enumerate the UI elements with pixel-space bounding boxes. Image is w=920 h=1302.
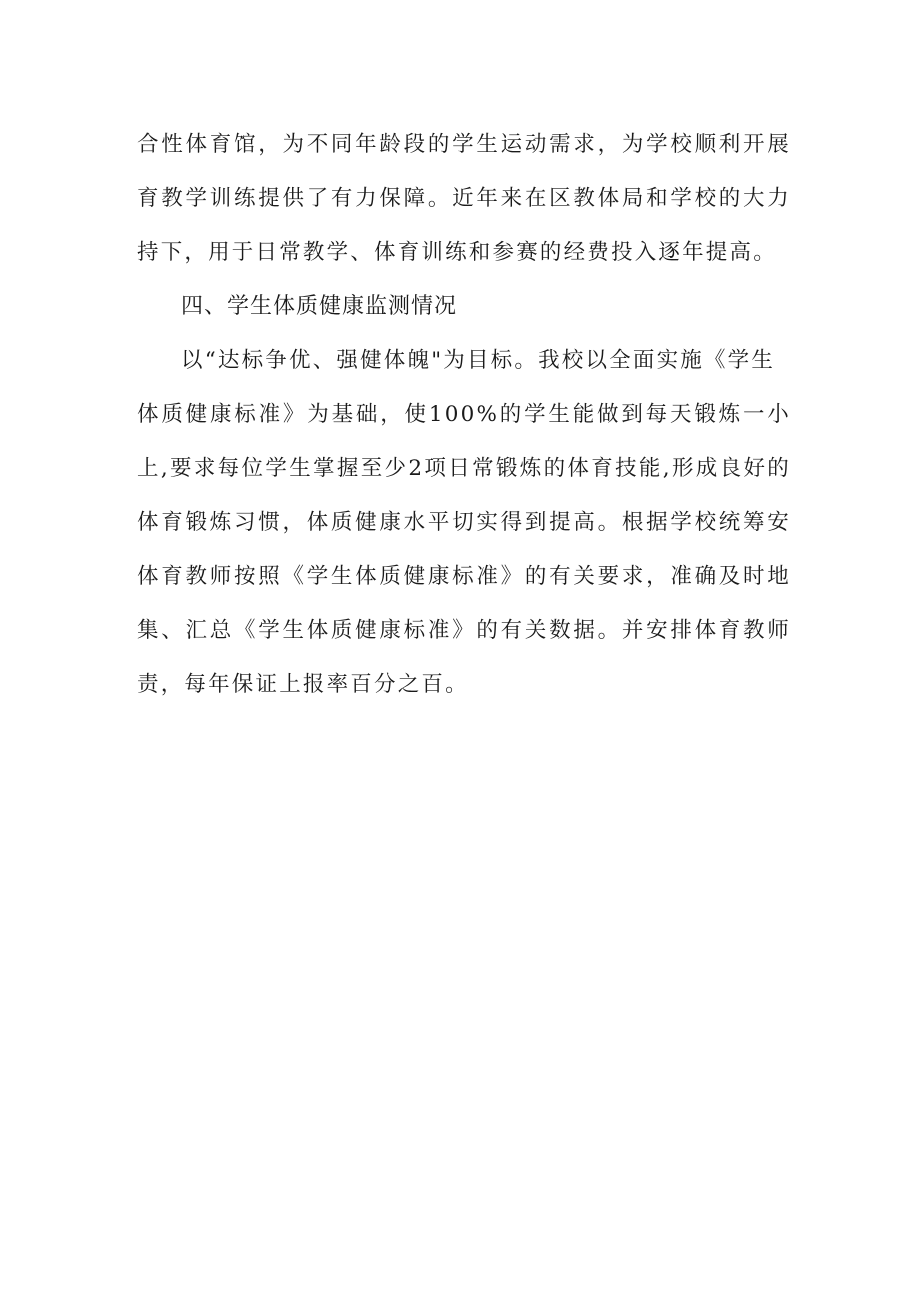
paragraph-line: 育教学训练提供了有力保障。近年来在区教体局和学校的大力 bbox=[137, 186, 791, 211]
paragraph-health-monitoring bbox=[137, 334, 791, 712]
paragraph-sports-facilities bbox=[137, 118, 791, 280]
paragraph-line: 以“达标争优、强健体魄"为目标。我校以全面实施《学生 bbox=[181, 348, 776, 373]
section-heading: 四、学生体质健康监测情况 bbox=[181, 294, 458, 319]
paragraph-line: 持下，用于日常教学、体育训练和参赛的经费投入逐年提高。 bbox=[137, 240, 777, 265]
paragraph-line: 体育锻炼习惯，体质健康水平切实得到提高。根据学校统筹安 bbox=[137, 510, 791, 535]
document-body bbox=[137, 118, 791, 712]
paragraph-line: 合性体育馆，为不同年龄段的学生运动需求，为学校顺利开展 bbox=[137, 132, 791, 157]
paragraph-line: 集、汇总《学生体质健康标准》的有关数据。并安排体育教师 bbox=[137, 618, 791, 643]
paragraph-line: 责，每年保证上报率百分之百。 bbox=[137, 672, 469, 697]
paragraph-line: 体育教师按照《学生体质健康标准》的有关要求，准确及时地 bbox=[137, 564, 791, 589]
paragraph-line: 体质健康标准》为基础，使100%的学生能做到每天锻炼一小 bbox=[137, 402, 791, 427]
paragraph-line: 上,要求每位学生掌握至少2项日常锻炼的体育技能,形成良好的 bbox=[137, 456, 791, 481]
